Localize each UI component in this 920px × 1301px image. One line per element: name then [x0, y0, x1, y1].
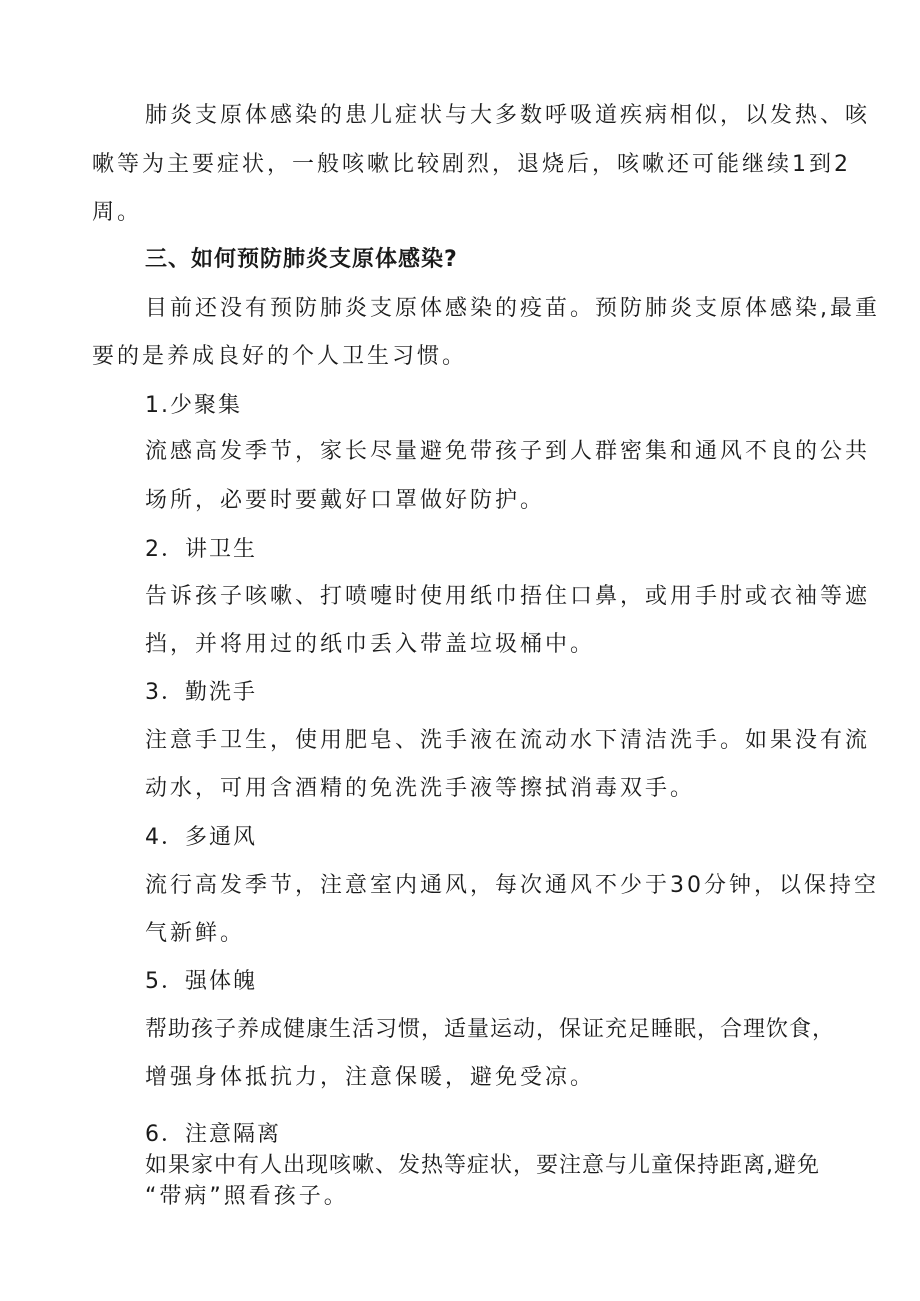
- item-2-line-2: 挡，并将用过的纸巾丢入带盖垃圾桶中。: [145, 632, 596, 657]
- item-title-1: 1.少聚集: [145, 393, 242, 418]
- item-title-6: 6．注意隔离: [145, 1122, 281, 1147]
- item-4-line-2: 气新鲜。: [145, 921, 246, 946]
- item-title-3: 3．勤洗手: [145, 680, 257, 705]
- section-heading: 三、如何预防肺炎支原体感染?: [145, 247, 458, 272]
- lead-line-1: 目前还没有预防肺炎支原体感染的疫苗。预防肺炎支原体感染,最重: [145, 296, 880, 321]
- item-1-line-1: 流感高发季节，家长尽量避免带孩子到人群密集和通风不良的公共: [145, 439, 871, 464]
- item-2-line-1: 告诉孩子咳嗽、打喷嚏时使用纸巾捂住口鼻，或用手肘或衣袖等遮: [145, 584, 871, 609]
- item-6-line-2: “带病”照看孩子。: [145, 1184, 349, 1209]
- item-title-5: 5．强体魄: [145, 969, 257, 994]
- intro-line-1: 肺炎支原体感染的患儿症状与大多数呼吸道疾病相似，以发热、咳: [145, 103, 871, 128]
- intro-line-2: 嗽等为主要症状，一般咳嗽比较剧烈，退烧后，咳嗽还可能继续1到2: [92, 152, 851, 177]
- item-title-2: 2．讲卫生: [145, 537, 257, 562]
- item-6-line-1: 如果家中有人出现咳嗽、发热等症状，要注意与儿童保持距离,避免: [145, 1153, 820, 1178]
- intro-line-3: 周。: [92, 200, 143, 225]
- item-1-line-2: 场所，必要时要戴好口罩做好防护。: [145, 488, 546, 513]
- item-3-line-2: 动水，可用含酒精的免洗洗手液等擦拭消毒双手。: [145, 776, 696, 801]
- item-title-4: 4．多通风: [145, 825, 257, 850]
- item-3-line-1: 注意手卫生，使用肥皂、洗手液在流动水下清洁洗手。如果没有流: [145, 728, 871, 753]
- item-5-line-1: 帮助孩子养成健康生活习惯，适量运动，保证充足睡眠，合理饮食，: [145, 1017, 836, 1042]
- item-4-line-1: 流行高发季节，注意室内通风，每次通风不少于30分钟，以保持空: [145, 873, 879, 898]
- item-5-line-2: 增强身体抵抗力，注意保暖，避免受凉。: [145, 1065, 596, 1090]
- lead-line-2: 要的是养成良好的个人卫生习惯。: [92, 344, 468, 369]
